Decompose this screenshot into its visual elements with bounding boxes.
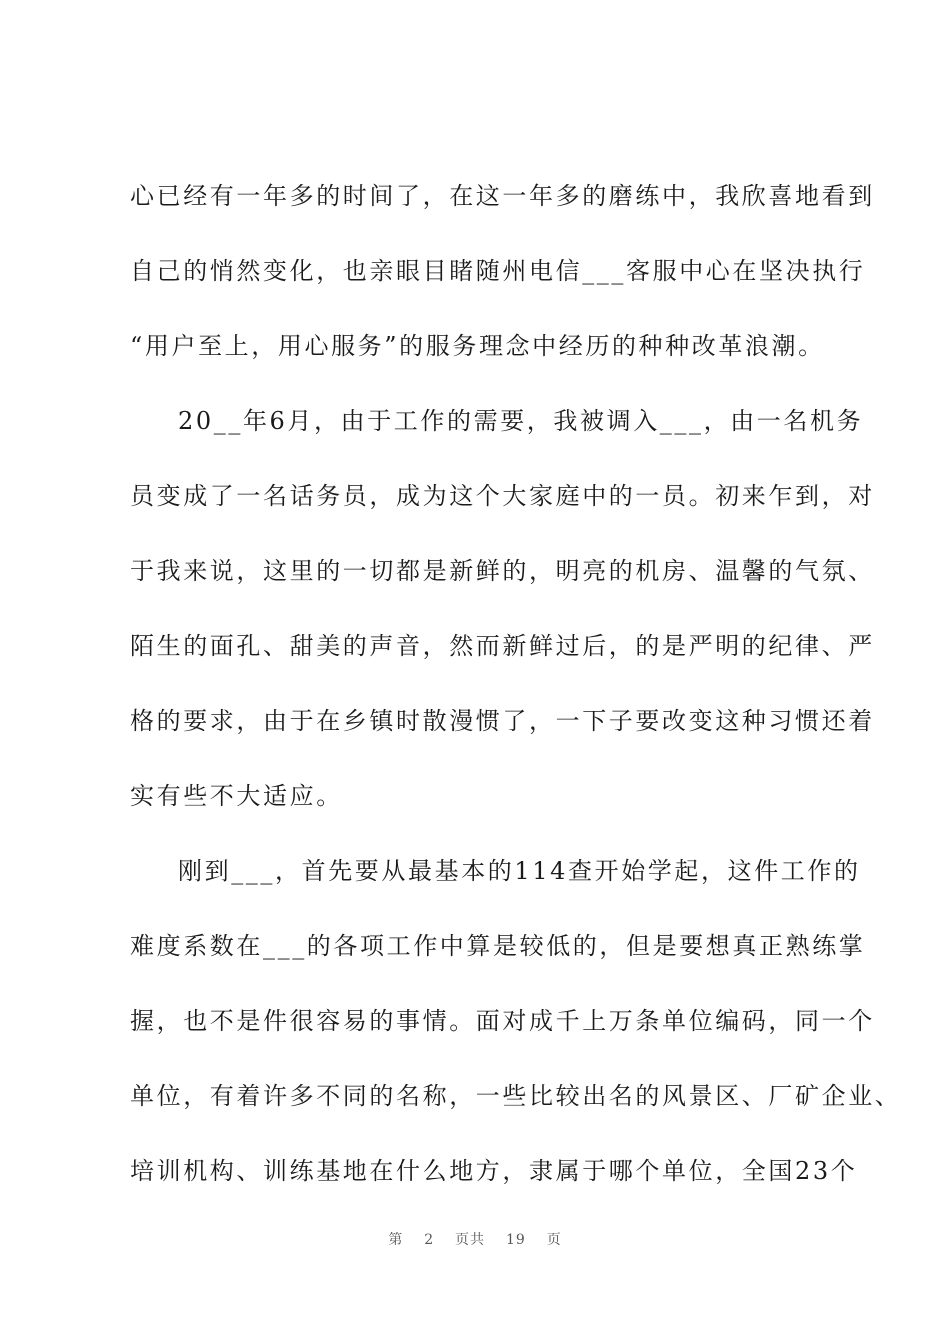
footer-total-pages: 19 bbox=[505, 1232, 526, 1248]
paragraph-line: 难度系数在___的各项工作中算是较低的，但是要想真正熟练掌 bbox=[130, 932, 866, 960]
footer-page-number: 2 bbox=[424, 1232, 435, 1248]
paragraph-line: 自己的悄然变化，也亲眼目睹随州电信___客服中心在坚决执行 bbox=[130, 257, 866, 285]
paragraph-line: 实有些不大适应。 bbox=[130, 782, 343, 810]
paragraph-line: 20__年6月，由于工作的需要，我被调入___，由一名机务 bbox=[178, 407, 864, 435]
paragraph-line: 握，也不是件很容易的事情。面对成千上万条单位编码，同一个 bbox=[130, 1007, 875, 1035]
paragraph-line: 培训机构、训练基地在什么地方，隶属于哪个单位，全国23个 bbox=[130, 1157, 858, 1185]
footer-prefix: 第 bbox=[388, 1232, 404, 1248]
paragraph-line: 陌生的面孔、甜美的声音，然而新鲜过后，的是严明的纪律、严 bbox=[130, 632, 875, 660]
paragraph-line: 格的要求，由于在乡镇时散漫惯了，一下子要改变这种习惯还着 bbox=[130, 707, 875, 735]
footer-middle: 页共 bbox=[455, 1232, 486, 1248]
paragraph-line: 于我来说，这里的一切都是新鲜的，明亮的机房、温馨的气氛、 bbox=[130, 557, 875, 585]
paragraph-line: 刚到___，首先要从最基本的114查开始学起，这件工作的 bbox=[178, 857, 861, 885]
paragraph-line: “用户至上，用心服务”的服务理念中经历的种种改革浪潮。 bbox=[130, 332, 825, 360]
footer-suffix: 页 bbox=[546, 1232, 562, 1248]
paragraph-line: 员变成了一名话务员，成为这个大家庭中的一员。初来乍到，对 bbox=[130, 482, 875, 510]
page-footer bbox=[0, 1229, 950, 1249]
paragraph-line: 心已经有一年多的时间了，在这一年多的磨练中，我欣喜地看到 bbox=[130, 182, 875, 210]
paragraph-line: 单位，有着许多不同的名称，一些比较出名的风景区、厂矿企业、 bbox=[130, 1082, 902, 1110]
